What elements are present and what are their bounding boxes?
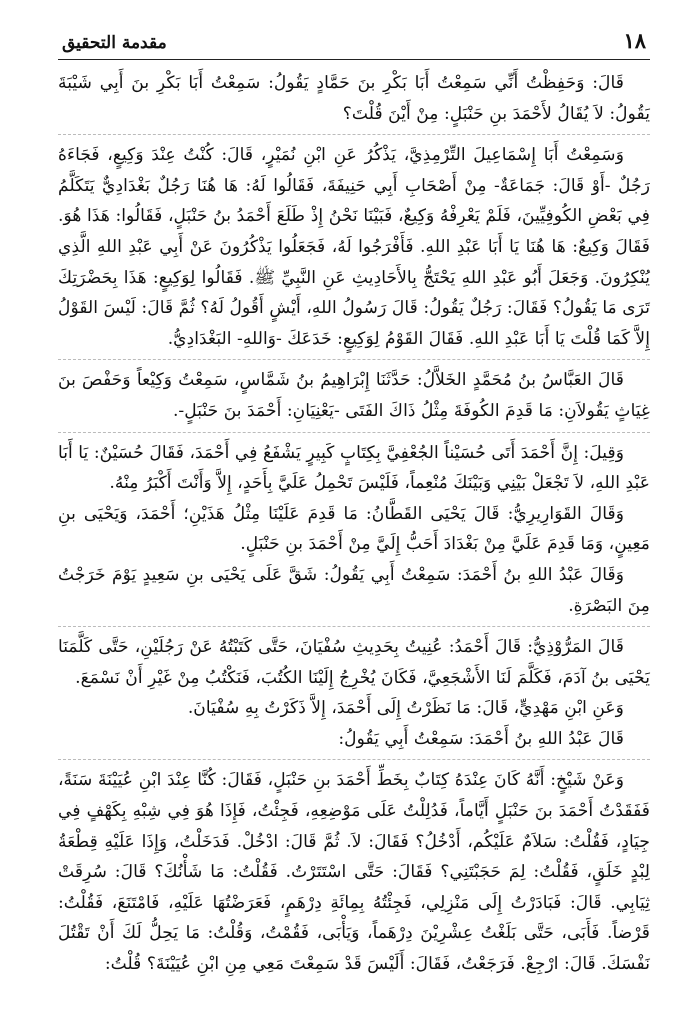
paragraph: وَعَنْ شَيْخٍ: أَنَّهُ كَانَ عِنْدَهُ كِتَابٌ بِخَطِّ أَحْمَدَ بنِ حَنْبَلٍ، فَقَالَ: كُنَّا عِنْدَ ابْنِ عُيَيْنَةَ سَنَةً، فَفَقَدْتُ أَحْمَدَ بنَ حَنْبَلٍ أَيَّاماً، فَدُلِلْتُ عَلَى مَوْضِعِهِ، فَجِئْتُ، فَإِذَا هُوَ فِي شِبْهِ بِكَهْفٍ فِي جِيَادٍ، فَقُلْتُ: سَلاَمٌ عَلَيْكُم، أَدْخُلُ؟ فَقَالَ: لاَ. ثُمَّ قَالَ: ادْخُلْ. فَدَخَلْتُ، وَإِذَا عَلَيْهِ قِطْعَةُ لِبْدٍ خَلَقٍ، فَقُلْتُ: لِمَ حَجَبْتَنِي؟ فَقَالَ: حَتَّى اسْتَتَرْتُ. فَقُلْتُ: مَا شَأْنُكَ؟ قَالَ: سُرِقَتْ ثِيَابِي. قَالَ: فَبَادَرْتُ إِلَى مَنْزِلِي، فَجِئْتُهُ بِمِائَةِ دِرْهَمٍ، فَعَرَضْتُهَا عَلَيْهِ، فَامْتَنَعَ، فَقُلْتُ: قَرْضاً. فَأَبَى، حَتَّى بَلَغْتُ عِشْرِيْنَ دِرْهَماً، وَيَأْبَى، فَقُمْتُ، وَقُلْتُ: مَا يَحِلُّ لَكَ أَنْ تَقْتُلَ نَفْسَكَ. قَالَ: ارْجِعْ. فَرَجَعْتُ، فَقَالَ: أَلَيْسَ قَدْ سَمِعْتَ مَعِي مِنِ ابْنِ عُيَيْنَةَ؟ قُلْتُ:	[58, 770, 650, 975]
section-divider	[58, 134, 650, 135]
page-header	[58, 28, 650, 60]
paragraph: قَالَ المَرُّوْذِيُّ: قَالَ أَحْمَدُ: عُنِيتُ بِحَدِيثِ سُفْيَانَ، حَتَّى كَتَبْتُهُ عَنْ رَجُلَيْنِ، حَتَّى كَلَّمَنَا يَحْيَى بنُ آدَمَ، فَكَلَّمَ لَنَا الأَشْجَعِيَّ، فَكَانَ يُخْرِجُ إِلَيْنَا الكُتُبَ، فَنَكْتُبُ مِنْ غَيْرِ أَنْ نَسْمَعَ.	[58, 637, 650, 688]
paragraph: قَالَ عَبْدُ اللهِ بنُ أَحْمَدَ: سَمِعْتُ أَبِي يَقُولُ:	[338, 728, 624, 749]
running-title: مقدمة التحقيق	[62, 33, 167, 53]
section-divider	[58, 626, 650, 627]
paragraph: قَالَ العَبَّاسُ بنُ مُحَمَّدٍ الخَلاَّلُ: حَدَّثَنَا إِبْرَاهِيمُ بنُ شَمَّاسٍ، سَمِعْتُ وَكِيْعاً وَحَفْصَ بنَ غِيَاثٍ يَقُولاَنِ: مَا قَدِمَ الكُوفَةَ مِثْلُ ذَاكَ الفَتَى -يَعْنِيَانِ: أَحْمَدَ بنَ حَنْبَلٍ-.	[58, 370, 650, 421]
section-divider	[58, 359, 650, 360]
section-divider	[58, 432, 650, 433]
page-body	[58, 68, 650, 980]
paragraph: وَقِيلَ: إِنَّ أَحْمَدَ أَتَى حُسَيْناً الجُعْفِيَّ بِكِتَابٍ كَبِيرٍ يَشْفَعُ فِي أَحْمَدَ، فَقَالَ حُسَيْنٌ: يَا أَبَا عَبْدِ اللهِ، لاَ تَجْعَلْ بَيْنِي وَبَيْنَكَ مُنْعِماً، فَلَيْسَ تَحْمِلُ عَلَيَّ بِأَحَدٍ، إِلاَّ وَأَنْتَ أَكْبَرُ مِنْهُ.	[58, 442, 650, 494]
section-divider	[58, 759, 650, 760]
page-number: ١٨	[623, 28, 646, 53]
paragraph: وَسَمِعْتُ أَبَا إِسْمَاعِيلَ التِّرْمِذِيَّ، يَذْكُرُ عَنِ ابْنِ نُمَيْرٍ، قَالَ: كُنْتُ عِنْدَ وَكِيعٍ، فَجَاءَهُ رَجُلٌ -أَوْ قَالَ: جَمَاعَةٌ- مِنْ أَصْحَابِ أَبِي حَنِيفَةَ، فَقَالُوا لَهُ: هَا هُنَا رَجُلٌ بَغْدَادِيٌّ يَتَكَلَّمُ فِي بَعْضِ الكُوفِيِّينَ، فَلَمْ يَعْرِفْهُ وَكِيعٌ، فَبَيْنَا نَحْنُ إِذْ طَلَعَ أَحْمَدُ بنُ حَنْبَلٍ، فَقَالُوا: هَذَا هُوَ. فَقَالَ وَكِيعٌ: هَا هُنَا يَا أَبَا عَبْدِ اللهِ. فَأَفْرَجُوا لَهُ، فَجَعَلُوا يَذْكُرُونَ عَنْ أَبِي عَبْدِ اللهِ الَّذِي يُنْكِرُونَ. وَجَعَلَ أَبُو عَبْدِ اللهِ يَحْتَجُّ بِالأَحَادِيثِ عَنِ النَّبِيِّ ﷺ. فَقَالُوا لِوَكِيعٍ: هَذَا بِحَضْرَتِكَ تَرَى مَا يَقُولُ؟ فَقَالَ: رَجُلٌ يَقُولُ: قَالَ رَسُولُ اللهِ، أَيْشٍ أَقُولُ لَهُ؟ ثُمَّ قَالَ: لَيْسَ القَوْلُ إِلاَّ كَمَا قُلْتَ يَا أَبَا عَبْدِ اللهِ. فَقَالَ القَوْمُ لِوَكِيعٍ: خَدَعَكَ -وَاللهِ- البَغْدَادِيُّ.	[58, 145, 650, 349]
paragraph: وَقَالَ عَبْدُ اللهِ بنُ أَحْمَدَ: سَمِعْتُ أَبِي يَقُولُ: شَقَّ عَلَى يَحْيَى بنِ سَعِيدٍ يَوْمَ خَرَجْتُ مِنَ البَصْرَةِ.	[58, 564, 650, 616]
paragraph: وَعَنِ ابْنِ مَهْدِيٍّ، قَالَ: مَا نَظَرْتُ إِلَى أَحْمَدَ، إِلاَّ ذَكَرْتُ بِهِ سُفْيَانَ.	[187, 698, 624, 719]
paragraph: قَالَ: وَحَفِظْتُ أَنِّي سَمِعْتُ أَبَا بَكْرِ بنَ حَمَّادٍ يَقُولُ: سَمِعْتُ أَبَا بَكْرِ بنَ أَبِي شَيْبَةَ يَقُولُ: لاَ يُقَالُ لأَحْمَدَ بنِ حَنْبَلٍ: مِنْ أَيْنَ قُلْتَ؟	[58, 73, 650, 124]
paragraph: وَقَالَ القَوَارِيرِيُّ: قَالَ يَحْيَى القَطَّانُ: مَا قَدِمَ عَلَيْنَا مِثْلُ هَذَيْنِ؛ أَحْمَدَ، وَيَحْيَى بنِ مَعِينٍ، وَمَا قَدِمَ عَلَيَّ مِنْ بَغْدَادَ أَحَبُّ إِلَيَّ مِنْ أَحْمَدَ بنِ حَنْبَلٍ.	[58, 503, 650, 555]
